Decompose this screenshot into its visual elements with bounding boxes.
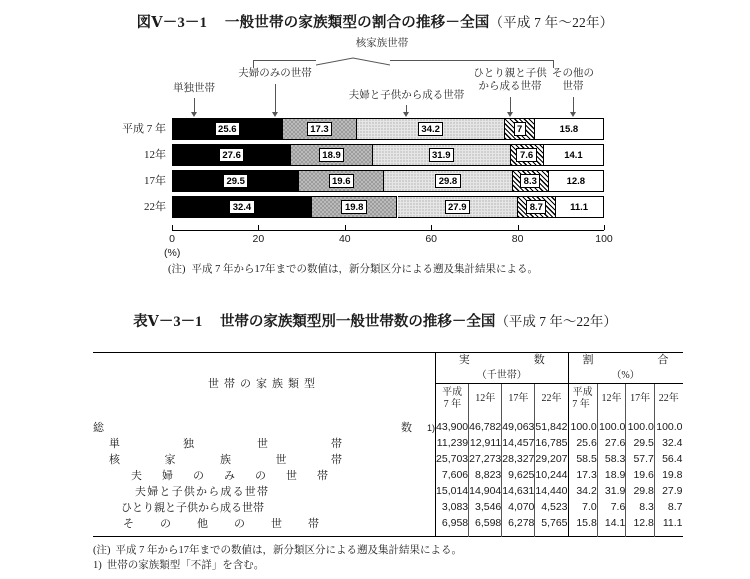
table-body xyxy=(93,414,683,537)
axis-tick xyxy=(172,225,173,230)
table-cell-count: 9,625 xyxy=(502,467,535,483)
bar-value-label: 19.8 xyxy=(341,200,367,214)
axis-line xyxy=(172,230,604,231)
table-cell-share: 100.0 xyxy=(626,414,655,435)
table-cell-count: 3,083 xyxy=(436,499,469,515)
axis-unit-label: (%) xyxy=(164,247,181,259)
table-cell-count: 12,911 xyxy=(469,436,502,449)
table-bottom-rule xyxy=(93,536,683,537)
table-cell-count: 11,239 xyxy=(436,436,469,449)
table-row xyxy=(172,118,604,140)
table-cell-share: 100.0 xyxy=(568,414,597,435)
bar-segment-other-1 xyxy=(544,144,605,166)
table-cell-count: 28,327 xyxy=(502,452,535,465)
year-l2: 7 年 xyxy=(443,398,462,410)
table-cell-share: 15.8 xyxy=(568,515,597,537)
year-l2: 7 年 xyxy=(572,398,590,410)
bar-segment-couple-child-3 xyxy=(398,196,519,218)
table-header-year-share-h17: 17年 xyxy=(626,384,655,414)
table-title-number: 表Ⅴ－3－1 xyxy=(133,314,203,330)
table-header-year-share-h7 xyxy=(568,384,597,414)
figure-title xyxy=(0,11,750,32)
bar-segment-couple-child-0 xyxy=(357,118,505,140)
table-cell-share: 7.6 xyxy=(597,499,626,515)
arrow-head-couple xyxy=(272,112,278,117)
bar-segment-couple-2 xyxy=(299,170,384,192)
table-cell-count: 4,070 xyxy=(502,499,535,515)
table-note-1 xyxy=(93,559,462,574)
table-cell-share: 19.6 xyxy=(626,467,655,483)
table-cell-share: 100.0 xyxy=(597,414,626,435)
table-row-label xyxy=(93,499,436,515)
table-cell-count: 6,278 xyxy=(502,515,535,537)
row-label-text: ひとり親と子供から成る世帯 xyxy=(121,501,264,514)
row-footnote-marker: 1) xyxy=(427,422,436,433)
table-cell-share: 11.1 xyxy=(654,515,682,537)
axis-tick-label-100: 100 xyxy=(595,233,613,245)
table-cell-count: 29,207 xyxy=(535,452,568,465)
table-cell-share: 18.9 xyxy=(597,467,626,483)
table-note-text: 平成 7 年から17年までの数値は，新分類区分による遡及集計結果による。 xyxy=(115,545,462,556)
table-row xyxy=(93,499,683,515)
group-shares-main: 割 合 xyxy=(582,354,683,366)
group-counts-main: 実 数 xyxy=(458,354,559,366)
bar-segment-single-1 xyxy=(172,144,291,166)
bar-segment-couple-0 xyxy=(283,118,358,140)
table-row-label xyxy=(93,435,436,451)
callout-nuclear-family: 核家族世帯 xyxy=(355,38,409,49)
table-header-year-count-h12: 12年 xyxy=(469,384,502,414)
axis-tick-label-20: 20 xyxy=(252,233,265,245)
bar-year-label-0: 平成 7 年 xyxy=(122,123,166,135)
table-cell-share: 8.3 xyxy=(626,499,655,515)
table-row xyxy=(172,170,604,192)
bracket-nuclear-top-right xyxy=(390,60,554,61)
bar-value-label: 27.6 xyxy=(219,148,245,162)
bar-series-container xyxy=(172,118,604,222)
table-header-year-count-h17: 17年 xyxy=(502,384,535,414)
household-type-table xyxy=(93,352,683,537)
callout-couple-with-children: 夫婦と子供から成る世帯 xyxy=(348,90,465,101)
table-note-0 xyxy=(93,544,462,559)
table-row xyxy=(172,196,604,218)
arrow-head-couple-children xyxy=(403,112,409,117)
figure-note-text: 平成 7 年から17年までの数値は，新分類区分による遡及集計結果による。 xyxy=(191,264,538,275)
table-cell-share: 29.5 xyxy=(626,435,655,451)
figure-title-number: 図Ⅴ－3－1 xyxy=(136,15,208,31)
table-note-label: 1) xyxy=(93,559,102,571)
table-cell-count: 15,014 xyxy=(436,484,469,497)
group-counts-sub: （千世帯） xyxy=(476,370,527,381)
table-cell-count: 7,606 xyxy=(436,467,469,483)
table-cell-share: 27.6 xyxy=(597,435,626,451)
axis-tick xyxy=(345,225,346,230)
table-cell-count: 4,523 xyxy=(535,499,568,515)
row-label-text: 夫婦と子供から成る世帯 xyxy=(135,485,270,498)
arrow-head-single-parent xyxy=(507,112,513,117)
table-cell-share: 31.9 xyxy=(597,483,626,499)
table-cell-count: 14,904 xyxy=(469,484,502,497)
bar-value-label: 15.8 xyxy=(559,123,579,135)
bar-segment-single-parent-3 xyxy=(518,196,556,218)
table-row-label xyxy=(93,414,436,435)
table-header-group-shares-unit xyxy=(568,368,683,384)
bar-value-label: 14.1 xyxy=(564,149,583,161)
axis-tick-label-0: 0 xyxy=(169,233,175,245)
table-cell-share: 7.0 xyxy=(568,499,597,515)
bar-value-label: 8.3 xyxy=(520,174,540,188)
bar-segment-single-parent-1 xyxy=(511,144,544,166)
table-cell-count: 43,900 xyxy=(436,414,469,435)
callout-other-line1: その他の xyxy=(552,68,594,79)
callout-other-line2: 世帯 xyxy=(562,81,584,92)
table-cell-share: 8.7 xyxy=(654,499,682,515)
bar-segment-couple-child-1 xyxy=(373,144,511,166)
axis-tick-label-40: 40 xyxy=(338,233,351,245)
table-cell-share: 56.4 xyxy=(654,451,682,467)
bar-segment-single-parent-2 xyxy=(513,170,549,192)
axis-tick xyxy=(518,225,519,230)
axis-tick xyxy=(431,225,432,230)
bar-segment-single-2 xyxy=(172,170,299,192)
table-cell-count: 10,244 xyxy=(535,468,568,481)
bar-segment-other-2 xyxy=(549,170,604,192)
table-row-label xyxy=(93,483,436,499)
table-cell-share: 58.3 xyxy=(597,451,626,467)
bar-value-label: 31.9 xyxy=(429,148,455,162)
stacked-bar-chart xyxy=(0,34,750,284)
bar-value-label: 7.6 xyxy=(516,148,536,162)
table-cell-count: 16,785 xyxy=(535,436,568,449)
table-note-label: (注) xyxy=(93,545,111,556)
row-label-text: そ の 他 の 世 帯 xyxy=(123,517,327,530)
table-cell-share: 27.9 xyxy=(654,483,682,499)
callout-couple-only: 夫婦のみの世帯 xyxy=(238,68,312,79)
table-cell-share: 14.1 xyxy=(597,515,626,537)
bar-segment-couple-1 xyxy=(291,144,373,166)
table-cell-count: 14,457 xyxy=(502,436,535,449)
axis-tick-label-60: 60 xyxy=(425,233,438,245)
table-header-year-share-h12: 12年 xyxy=(597,384,626,414)
row-label-text: 総 数 xyxy=(93,421,423,434)
arrow-line-couple xyxy=(275,84,276,114)
arrow-head-other xyxy=(570,112,576,117)
bar-value-label: 8.7 xyxy=(526,200,546,214)
table-row xyxy=(93,435,683,451)
figure-note-label: (注) xyxy=(168,264,186,275)
figure-title-paren: （平成 7 年～22年） xyxy=(489,15,614,30)
bar-segment-other-0 xyxy=(535,118,603,140)
bar-value-label: 19.6 xyxy=(329,174,355,188)
row-label-text: 夫 婦 の み の 世 帯 xyxy=(131,469,333,482)
table-cell-count: 6,958 xyxy=(436,515,469,537)
bar-year-label-1: 12年 xyxy=(144,149,166,161)
bar-value-label: 25.6 xyxy=(215,122,241,136)
table-row xyxy=(93,483,683,499)
table-cell-share: 32.4 xyxy=(654,435,682,451)
bar-segment-single-parent-0 xyxy=(505,118,535,140)
table-row-label xyxy=(93,467,436,483)
table-row xyxy=(93,451,683,467)
table-header-group-shares xyxy=(568,353,683,369)
table-header-year-share-h22: 22年 xyxy=(654,384,682,414)
table-header-group-counts-unit xyxy=(436,368,569,384)
bracket-nuclear-right-tick xyxy=(553,60,554,68)
year-l1: 平成 xyxy=(572,386,593,398)
table-cell-count: 25,703 xyxy=(436,452,469,465)
figure-title-main: 一般世帯の家族類型の割合の推移－全国 xyxy=(224,15,490,31)
bar-value-label: 34.2 xyxy=(418,122,444,136)
table-cell-count: 3,546 xyxy=(469,499,502,515)
table-row-label xyxy=(93,515,436,537)
bar-year-label-2: 17年 xyxy=(144,175,166,187)
table-cell-count: 27,273 xyxy=(469,452,502,465)
table-row-label xyxy=(93,451,436,467)
table-header-year-count-h22: 22年 xyxy=(535,384,568,414)
bar-value-label: 11.1 xyxy=(570,201,589,213)
year-l1: 平成 xyxy=(442,386,463,398)
bar-value-label: 32.4 xyxy=(229,200,255,214)
table-row xyxy=(93,515,683,537)
table-cell-share: 57.7 xyxy=(626,451,655,467)
table-header-rowlabel: 世帯の家族類型 xyxy=(93,353,436,414)
callout-single-parent-line2: から成る世帯 xyxy=(478,81,542,92)
table-cell-count: 46,782 xyxy=(469,414,502,435)
bracket-nuclear-left-tick xyxy=(253,60,254,68)
bar-segment-single-0 xyxy=(172,118,283,140)
table-cell-count: 6,598 xyxy=(469,515,502,537)
bar-value-label: 29.5 xyxy=(223,174,249,188)
bar-value-label: 18.9 xyxy=(319,148,345,162)
table-cell-share: 25.6 xyxy=(568,435,597,451)
table-title-main: 世帯の家族類型別一般世帯数の推移－全国 xyxy=(219,314,496,330)
figure-note xyxy=(168,261,538,276)
callout-single-household: 単独世帯 xyxy=(173,83,215,94)
bar-value-label: 12.8 xyxy=(566,175,586,187)
table-cell-count: 49,063 xyxy=(502,414,535,435)
table-title xyxy=(0,310,750,331)
table-note-text: 世帯の家族類型「不詳」を含む。 xyxy=(106,559,265,571)
row-label-text: 単 独 世 帯 xyxy=(109,437,350,450)
table-cell-count: 5,765 xyxy=(535,515,568,537)
table-cell-share: 19.8 xyxy=(654,467,682,483)
axis-tick xyxy=(604,225,605,230)
table-cell-count: 14,440 xyxy=(535,484,568,497)
bar-value-label: 17.3 xyxy=(307,122,333,136)
row-label-text: 核 家 族 世 帯 xyxy=(109,453,350,466)
table-header-group-counts xyxy=(436,353,569,369)
arrow-head-single xyxy=(191,112,197,117)
table-cell-share: 29.8 xyxy=(626,483,655,499)
bar-value-label: 27.9 xyxy=(445,200,471,214)
bar-segment-other-3 xyxy=(556,196,604,218)
table-cell-share: 58.5 xyxy=(568,451,597,467)
table-header-year-count-h7 xyxy=(436,384,469,414)
axis-tick xyxy=(258,225,259,230)
table-row xyxy=(93,467,683,483)
table-cell-count: 8,823 xyxy=(469,467,502,483)
callout-single-parent-line1: ひとり親と子供 xyxy=(473,68,547,79)
bar-value-label: 7 xyxy=(514,122,526,136)
table-row xyxy=(172,144,604,166)
bar-segment-couple-3 xyxy=(312,196,398,218)
table-cell-share: 34.2 xyxy=(568,483,597,499)
bar-value-label: 29.8 xyxy=(435,174,461,188)
group-shares-sub: （%） xyxy=(611,370,640,381)
bar-segment-single-3 xyxy=(172,196,312,218)
table-cell-count: 14,631 xyxy=(502,484,535,497)
table-cell-share: 100.0 xyxy=(654,414,682,435)
bracket-nuclear-peak xyxy=(316,53,390,61)
axis-tick-label-80: 80 xyxy=(511,233,524,245)
table-row xyxy=(93,414,683,435)
table-cell-share: 12.8 xyxy=(626,515,655,537)
table-cell-share: 17.3 xyxy=(568,467,597,483)
bar-segment-couple-child-2 xyxy=(384,170,513,192)
bracket-nuclear-top-left xyxy=(253,60,316,61)
table-notes xyxy=(93,544,462,573)
bar-year-label-3: 22年 xyxy=(144,201,166,213)
table-title-paren: （平成 7 年～22年） xyxy=(495,314,617,329)
table-cell-count: 51,842 xyxy=(535,414,568,435)
